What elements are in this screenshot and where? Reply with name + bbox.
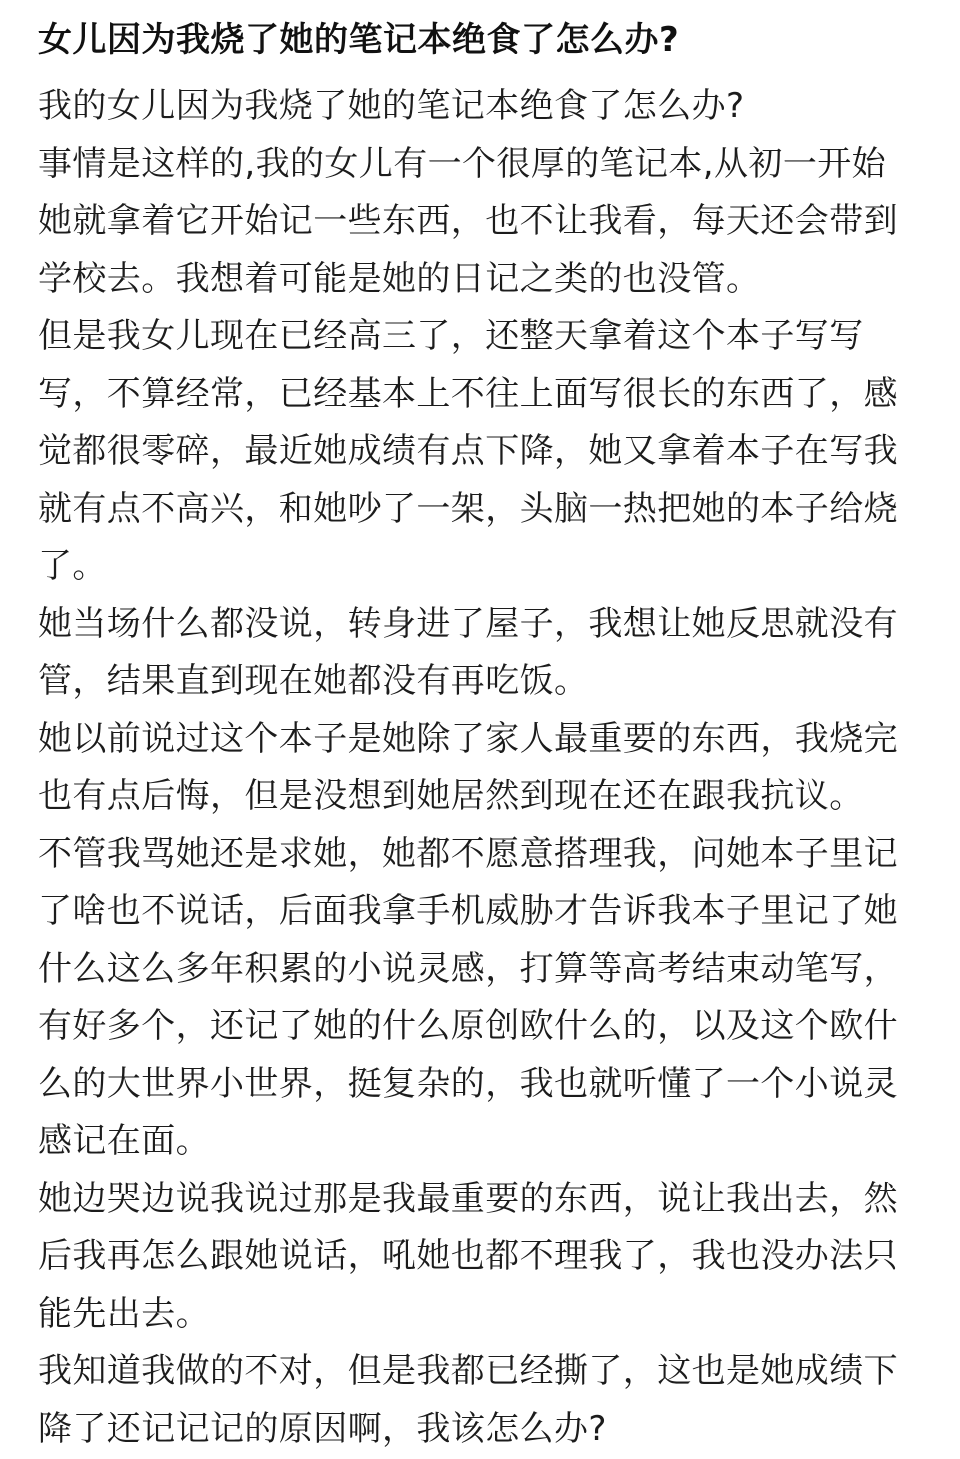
text-line: 她就拿着它开始记一些东西，也不让我看，每天还会带到: [38, 201, 898, 241]
paragraph: [38, 78, 928, 136]
text-line: 我知道我做的不对，但是我都已经撕了，这也是她成绩下: [38, 1351, 898, 1391]
paragraph: [38, 308, 928, 596]
text-line: 觉都很零碎，最近她成绩有点下降，她又拿着本子在写我: [38, 431, 898, 471]
post-title: 女儿因为我烧了她的笔记本绝食了怎么办?: [38, 20, 680, 60]
text-line: 就有点不高兴，和她吵了一架，头脑一热把她的本子给烧: [38, 488, 898, 529]
paragraph: [38, 596, 928, 711]
paragraph: [38, 1171, 928, 1344]
text-line: 写，不算经常，已经基本上不往上面写很长的东西了，感: [38, 373, 898, 414]
text-line: 她边哭边说我说过那是我最重要的东西，说让我出去，然: [38, 1178, 898, 1219]
text-line: 感记在面。: [38, 1121, 210, 1161]
text-line: 事情是这样的,我的女儿有一个很厚的笔记本,从初一开始: [38, 143, 887, 184]
text-line: 什么这么多年积累的小说灵感，打算等高考结束动笔写，: [38, 948, 898, 989]
text-line: 也有点后悔，但是没想到她居然到现在还在跟我抗议。: [38, 776, 864, 816]
text-line: 么的大世界小世界，挺复杂的，我也就听懂了一个小说灵: [38, 1063, 898, 1104]
post-body: [38, 78, 928, 1458]
text-line: 降了还记记记的原因啊，我该怎么办?: [38, 1408, 607, 1449]
paragraph: [38, 826, 928, 1171]
text-line: 我的女儿因为我烧了她的笔记本绝食了怎么办?: [38, 86, 745, 126]
paragraph: [38, 711, 928, 826]
text-line: 了啥也不说话，后面我拿手机威胁才告诉我本子里记了她: [38, 891, 898, 931]
text-line: 不管我骂她还是求她，她都不愿意搭理我，问她本子里记: [38, 833, 898, 874]
text-line: 她以前说过这个本子是她除了家人最重要的东西，我烧完: [38, 718, 898, 759]
text-line: 了。: [38, 546, 107, 586]
post-container: [38, 12, 928, 1458]
text-line: 后我再怎么跟她说话，吼她也都不理我了，我也没办法只: [38, 1236, 898, 1276]
text-line: 能先出去。: [38, 1293, 210, 1334]
text-line: 有好多个，还记了她的什么原创欧什么的，以及这个欧什: [38, 1006, 898, 1046]
text-line: 管，结果直到现在她都没有再吃饭。: [38, 661, 589, 701]
paragraph: [38, 136, 928, 309]
text-line: 学校去。我想着可能是她的日记之类的也没管。: [38, 258, 761, 299]
text-line: 她当场什么都没说，转身进了屋子，我想让她反思就没有: [38, 603, 898, 644]
paragraph: [38, 1343, 928, 1458]
text-line: 但是我女儿现在已经高三了，还整天拿着这个本子写写: [38, 316, 864, 356]
